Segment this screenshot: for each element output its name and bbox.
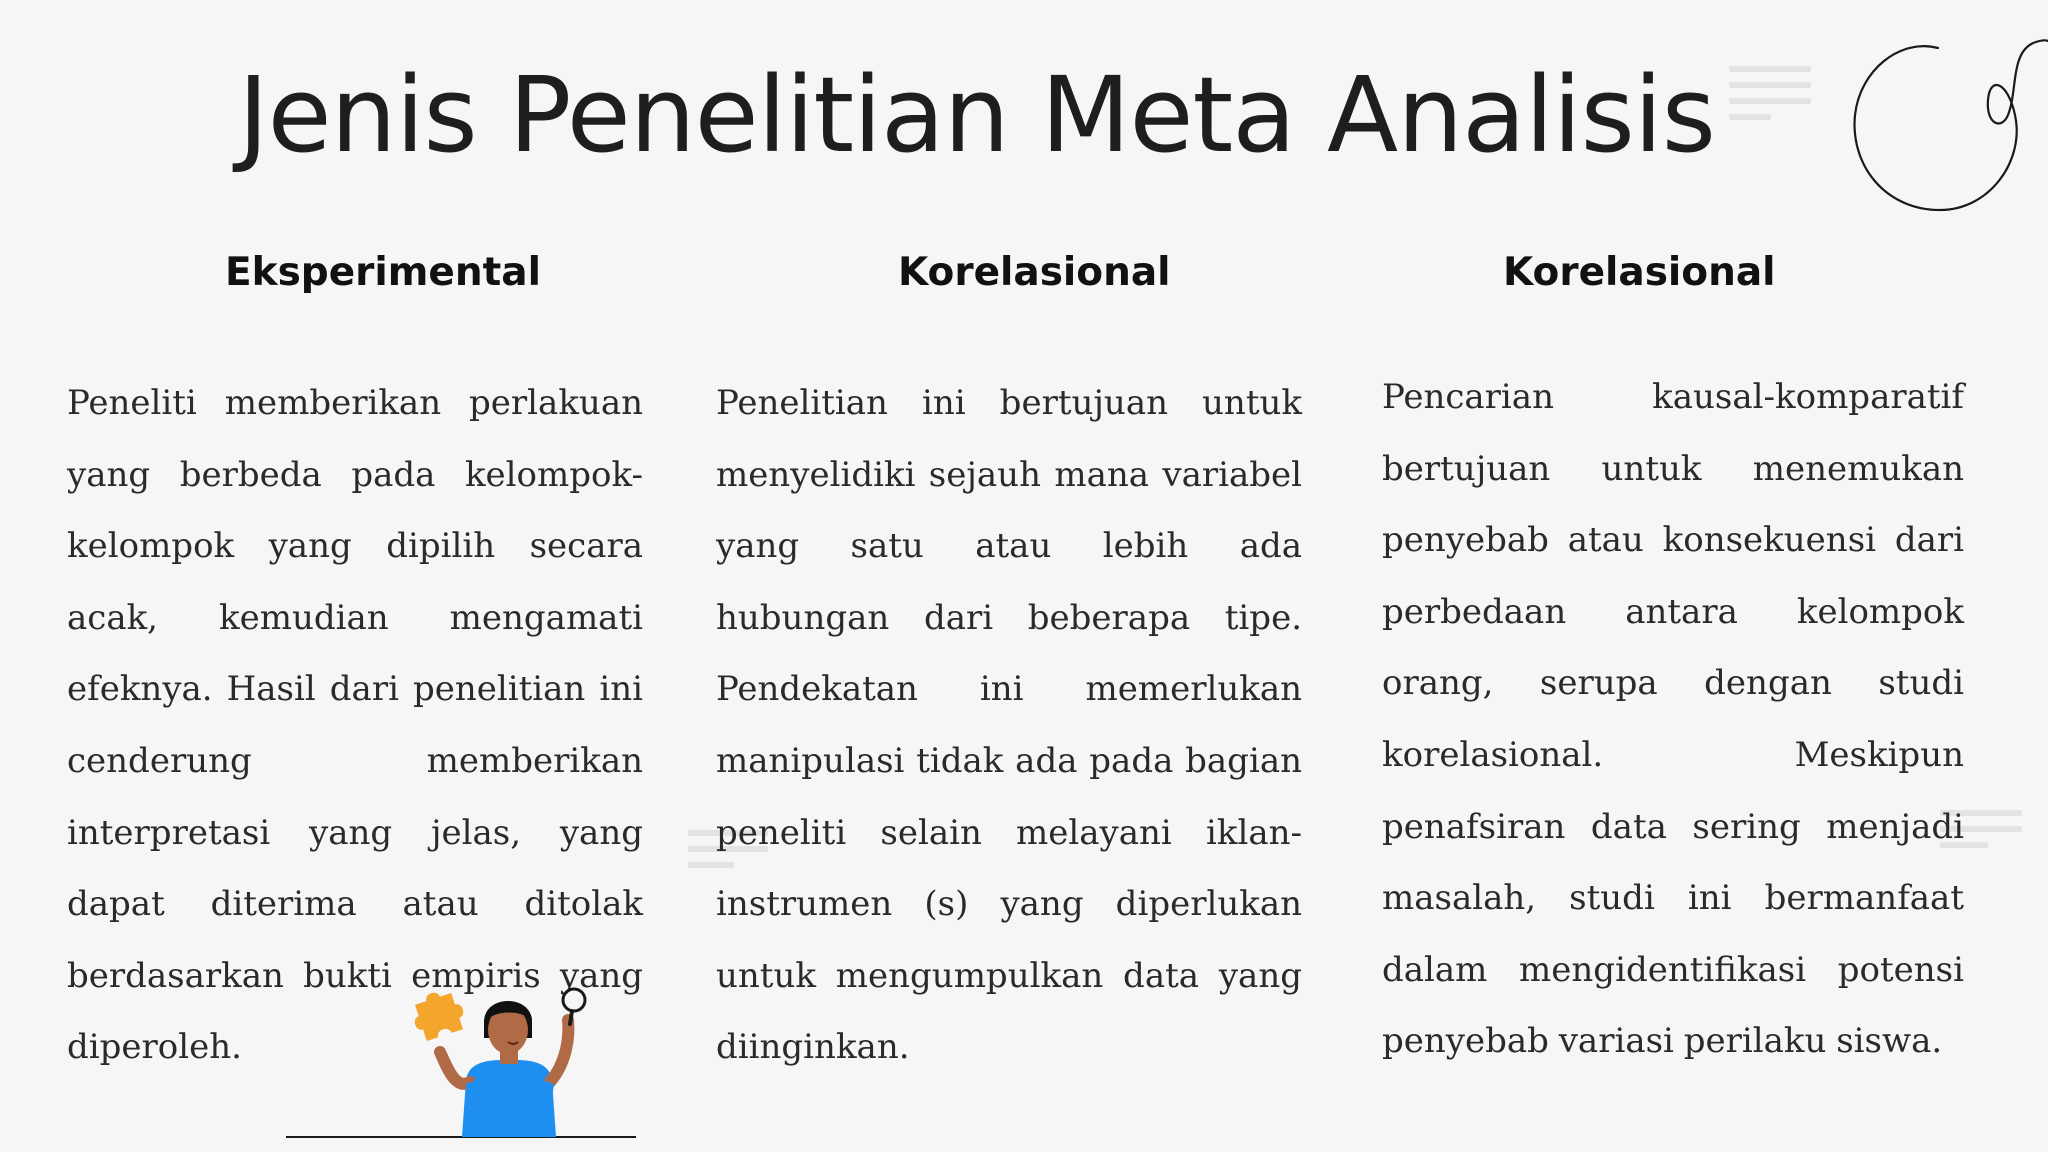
column-body-korelasional: Penelitian ini bertujuan untuk menyelidiki sejauh mana variabel yang satu atau lebih ada hubungan dari beberapa tipe. Pendekatan ini memerlukan manipulasi tidak ada pada bagian peneliti selain melayani iklan-instrumen (s) yang diperlukan untuk mengumpulkan data yang diinginkan. (716, 383, 1302, 1068)
column-heading-korelasional: Korelasional (898, 250, 1171, 295)
decorative-lines-top (1729, 66, 1811, 130)
column-body-korelasional-2: Pencarian kausal-komparatif bertujuan untuk menemukan penyebab atau konsekuensi dari perbedaan antara kelompok orang, serupa dengan studi korelasional. Meskipun penafsiran data sering menjadi masalah, studi ini bermanfaat dalam mengidentifikasi potensi penyebab variasi perilaku siswa. (1382, 377, 1964, 1062)
column-body-eksperimental: Peneliti memberikan perlakuan yang berbeda pada kelompok-kelompok yang dipilih secara acak, kemudian mengamati efeknya. Hasil dari penelitian ini cenderung memberikan interpretasi yang jelas, yang dapat diterima atau ditolak berdasarkan bukti empiris yang diperoleh. (67, 383, 643, 1068)
swirl-decoration-icon (1840, 20, 2048, 220)
column-heading-korelasional-2: Korelasional (1503, 250, 1776, 295)
slide-title: Jenis Penelitian Meta Analisis (238, 54, 1715, 176)
column-heading-eksperimental: Eksperimental (225, 250, 541, 295)
woman-with-puzzle-piece-and-magnifier-icon (280, 980, 650, 1140)
